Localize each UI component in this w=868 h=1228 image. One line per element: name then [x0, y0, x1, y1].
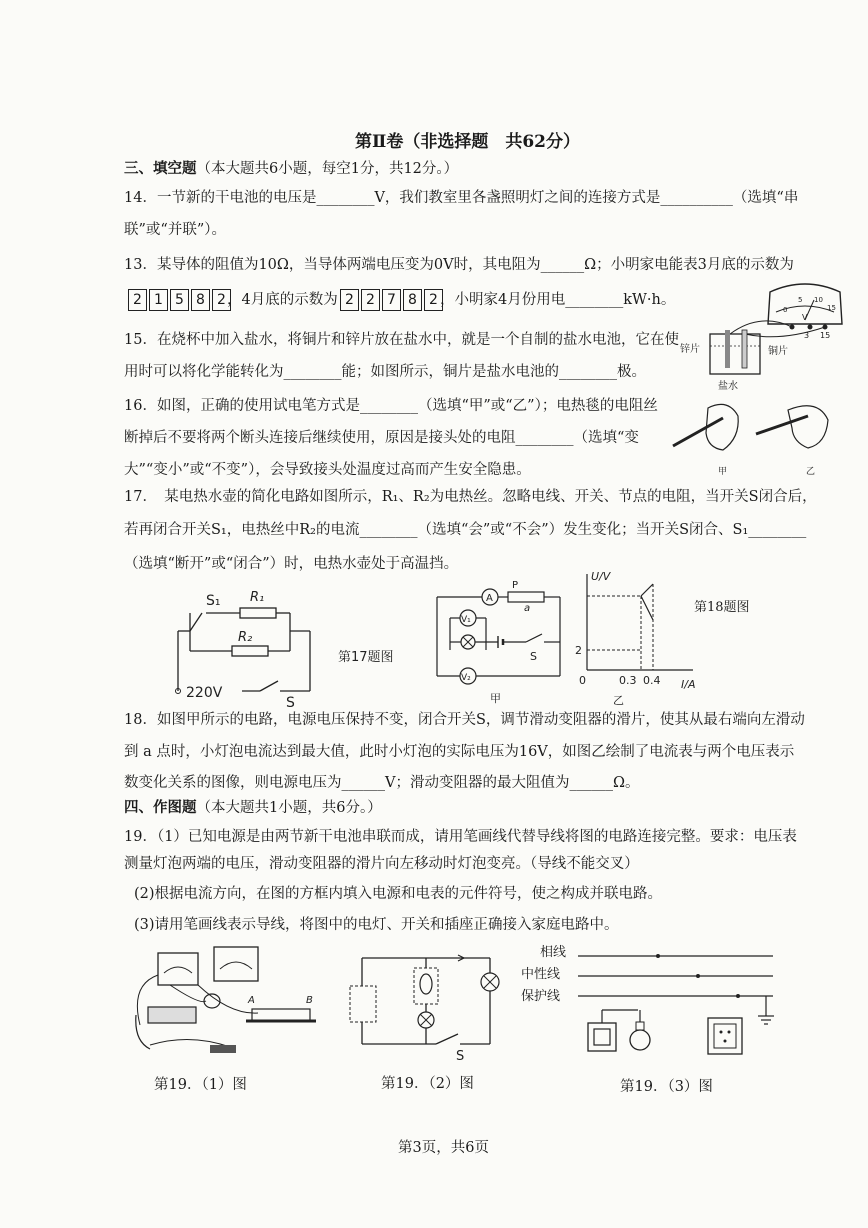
- q19-line4: (3)请用笔画线表示导线，将图中的电灯、开关和插座正确接入家庭电路中。: [134, 917, 619, 933]
- v1-label: V₁: [461, 615, 471, 625]
- q19-line2: 测量灯泡两端的电压，滑动变阻器的滑片向左移动时灯泡变亮。（导线不能交叉）: [124, 856, 639, 872]
- q19-line1: 19．（1）已知电源是由两节新干电池串联而成，请用笔画线代替导线将图的电路连接完整。要求：电压表: [124, 829, 797, 845]
- voltmeter-label: V: [802, 313, 808, 322]
- q14-line2: 联”或“并联”）。: [124, 222, 226, 238]
- graph-yi-figure: [575, 566, 705, 706]
- meter-digit: 8: [191, 289, 210, 311]
- x-tick-0: 0: [579, 674, 586, 687]
- q13-tail: ，小明家4月份用电________kW·h。: [440, 292, 676, 308]
- q17-line1: 17． 某电热水壶的简化电路如图所示，R₁、R₂为电热丝。忽略电线、开关、节点的电阻，当开关S闭合后，: [124, 489, 817, 505]
- fig1-b-label: B: [306, 995, 313, 1006]
- circuit-jia-figure: [432, 578, 572, 706]
- section3-header: [124, 160, 458, 178]
- label-s: S: [286, 695, 295, 711]
- q17-line2: 若再闭合开关S₁，电热丝中R₂的电流________（选填“会”或“不会”）发生变化；当开关S闭合、S₁________: [124, 522, 807, 538]
- fig17-caption: 第17题图: [338, 650, 394, 665]
- section4-note: （本大题共1小题，共6分。）: [196, 800, 382, 816]
- salt-label: 盐水: [718, 381, 738, 392]
- meter-digit: 2: [340, 289, 359, 311]
- q15-line1: 15．在烧杯中加入盐水，将铜片和锌片放在盐水中，就是一个自制的盐水电池，它在使: [124, 332, 679, 348]
- section4-header: [124, 799, 382, 817]
- q19-line3: (2)根据电流方向，在图的方框内填入电源和电表的元件符号，使之构成并联电路。: [134, 886, 663, 902]
- switch-s-label: S: [530, 650, 537, 663]
- dial-tick: 0: [783, 306, 788, 314]
- q16-line1: 16．如图，正确的使用试电笔方式是________（选填“甲”或“乙”）；电热毯的电阻丝: [124, 398, 658, 414]
- label-220v: 220V: [186, 685, 223, 701]
- label-s1: S₁: [206, 593, 221, 609]
- terminal-label: 3: [804, 331, 810, 340]
- section-title: 第Ⅱ卷（非选择题 共62分）: [355, 132, 580, 152]
- fig19-2: [340, 948, 515, 1064]
- q16-line2: 断掉后不要将两个断头连接后继续使用，原因是接头处的电阻________（选填“变: [124, 430, 639, 446]
- dial-tick: 10: [814, 296, 823, 304]
- x-tick-04: 0.4: [643, 674, 661, 687]
- meter-digit: 2: [424, 289, 443, 311]
- meter-digit: 1: [149, 289, 168, 311]
- meter-april: [340, 289, 445, 311]
- q18-line3: 数变化关系的图像，则电源电压为______V；滑动变阻器的最大阻值为______Ω。: [124, 775, 640, 791]
- point-a-label: a: [524, 603, 531, 614]
- label-r1: R₁: [250, 590, 265, 605]
- fig18-caption: 第18题图: [694, 600, 750, 615]
- yi-label: 乙: [613, 694, 624, 707]
- q18-line1: 18．如图甲所示的电路，电源电压保持不变，闭合开关S，调节滑动变阻器的滑片，使其从最右端向左滑动: [124, 712, 805, 728]
- section3-note: （本大题共6小题，每空1分，共12分。）: [196, 161, 459, 177]
- meter-digit: 5: [170, 289, 189, 311]
- fig19-1-caption: 第19．（1）图: [154, 1077, 247, 1093]
- meter-digit: 2: [212, 289, 231, 311]
- pen-label-jia: 甲: [718, 467, 728, 477]
- jia-label: 甲: [490, 692, 501, 705]
- test-pen-figure: [668, 398, 848, 480]
- q13-line1: 13．某导体的阻值为10Ω，当导体两端电压变为0V时，其电阻为______Ω；小明家电能表3月底的示数为: [124, 257, 794, 273]
- section3-heading: 三、填空题: [124, 160, 197, 177]
- label-r2: R₂: [238, 630, 253, 645]
- q13-mid: ，4月底的示数为: [227, 292, 338, 308]
- q14-line1: 14．一节新的干电池的电压是________V，我们教室里各盏照明灯之间的连接方式是__________（选填“串: [124, 190, 799, 206]
- section4-heading: 四、作图题: [124, 799, 197, 816]
- ground-wire-label: 保护线: [521, 989, 561, 1004]
- dial-tick: 15: [827, 304, 836, 312]
- meter-march: [128, 289, 233, 311]
- q15-line2: 用时可以将化学能转化为________能；如图所示，铜片是盐水电池的________极。: [124, 364, 646, 380]
- terminal-label: 15: [820, 331, 831, 340]
- q16-line3: 大”“变小”或“不变”），会导致接头处温度过高而产生安全隐患。: [124, 462, 531, 478]
- q17-line3: （选填“断开”或“闭合”）时，电热水壶处于高温挡。: [124, 556, 459, 572]
- meter-digit: 2: [361, 289, 380, 311]
- fig19-3: [578, 948, 783, 1060]
- meter-digit: 7: [382, 289, 401, 311]
- slider-p-label: P: [512, 580, 519, 591]
- meter-digit: 2: [128, 289, 147, 311]
- pen-label-yi: 乙: [806, 467, 816, 477]
- fig2-s-label: S: [456, 1049, 465, 1064]
- v2-label: V₂: [461, 673, 471, 683]
- fig19-1: [130, 945, 330, 1063]
- dial-tick: 5: [798, 296, 803, 304]
- live-wire-label: 相线: [540, 945, 567, 960]
- zinc-label: 锌片: [680, 344, 700, 355]
- y-axis-label: U/V: [591, 570, 611, 583]
- x-tick-03: 0.3: [619, 674, 637, 687]
- fig1-a-label: A: [248, 995, 255, 1006]
- fig19-3-caption: 第19．（3）图: [620, 1079, 713, 1095]
- neutral-wire-label: 中性线: [521, 967, 561, 982]
- kettle-circuit-figure: [160, 583, 410, 711]
- y-tick-2: 2: [575, 644, 582, 657]
- copper-label: 铜片: [768, 346, 788, 357]
- q18-line2: 到 a 点时，小灯泡电流达到最大值，此时小灯泡的实际电压为16V，如图乙绘制了电流表与两个电压表示: [124, 744, 795, 760]
- fig19-2-caption: 第19．（2）图: [381, 1076, 474, 1092]
- meter-digit: 8: [403, 289, 422, 311]
- salt-battery-figure: [680, 272, 850, 390]
- page-footer: 第3页，共6页: [398, 1140, 489, 1156]
- ammeter-label: A: [486, 593, 493, 604]
- x-axis-label: I/A: [681, 678, 696, 691]
